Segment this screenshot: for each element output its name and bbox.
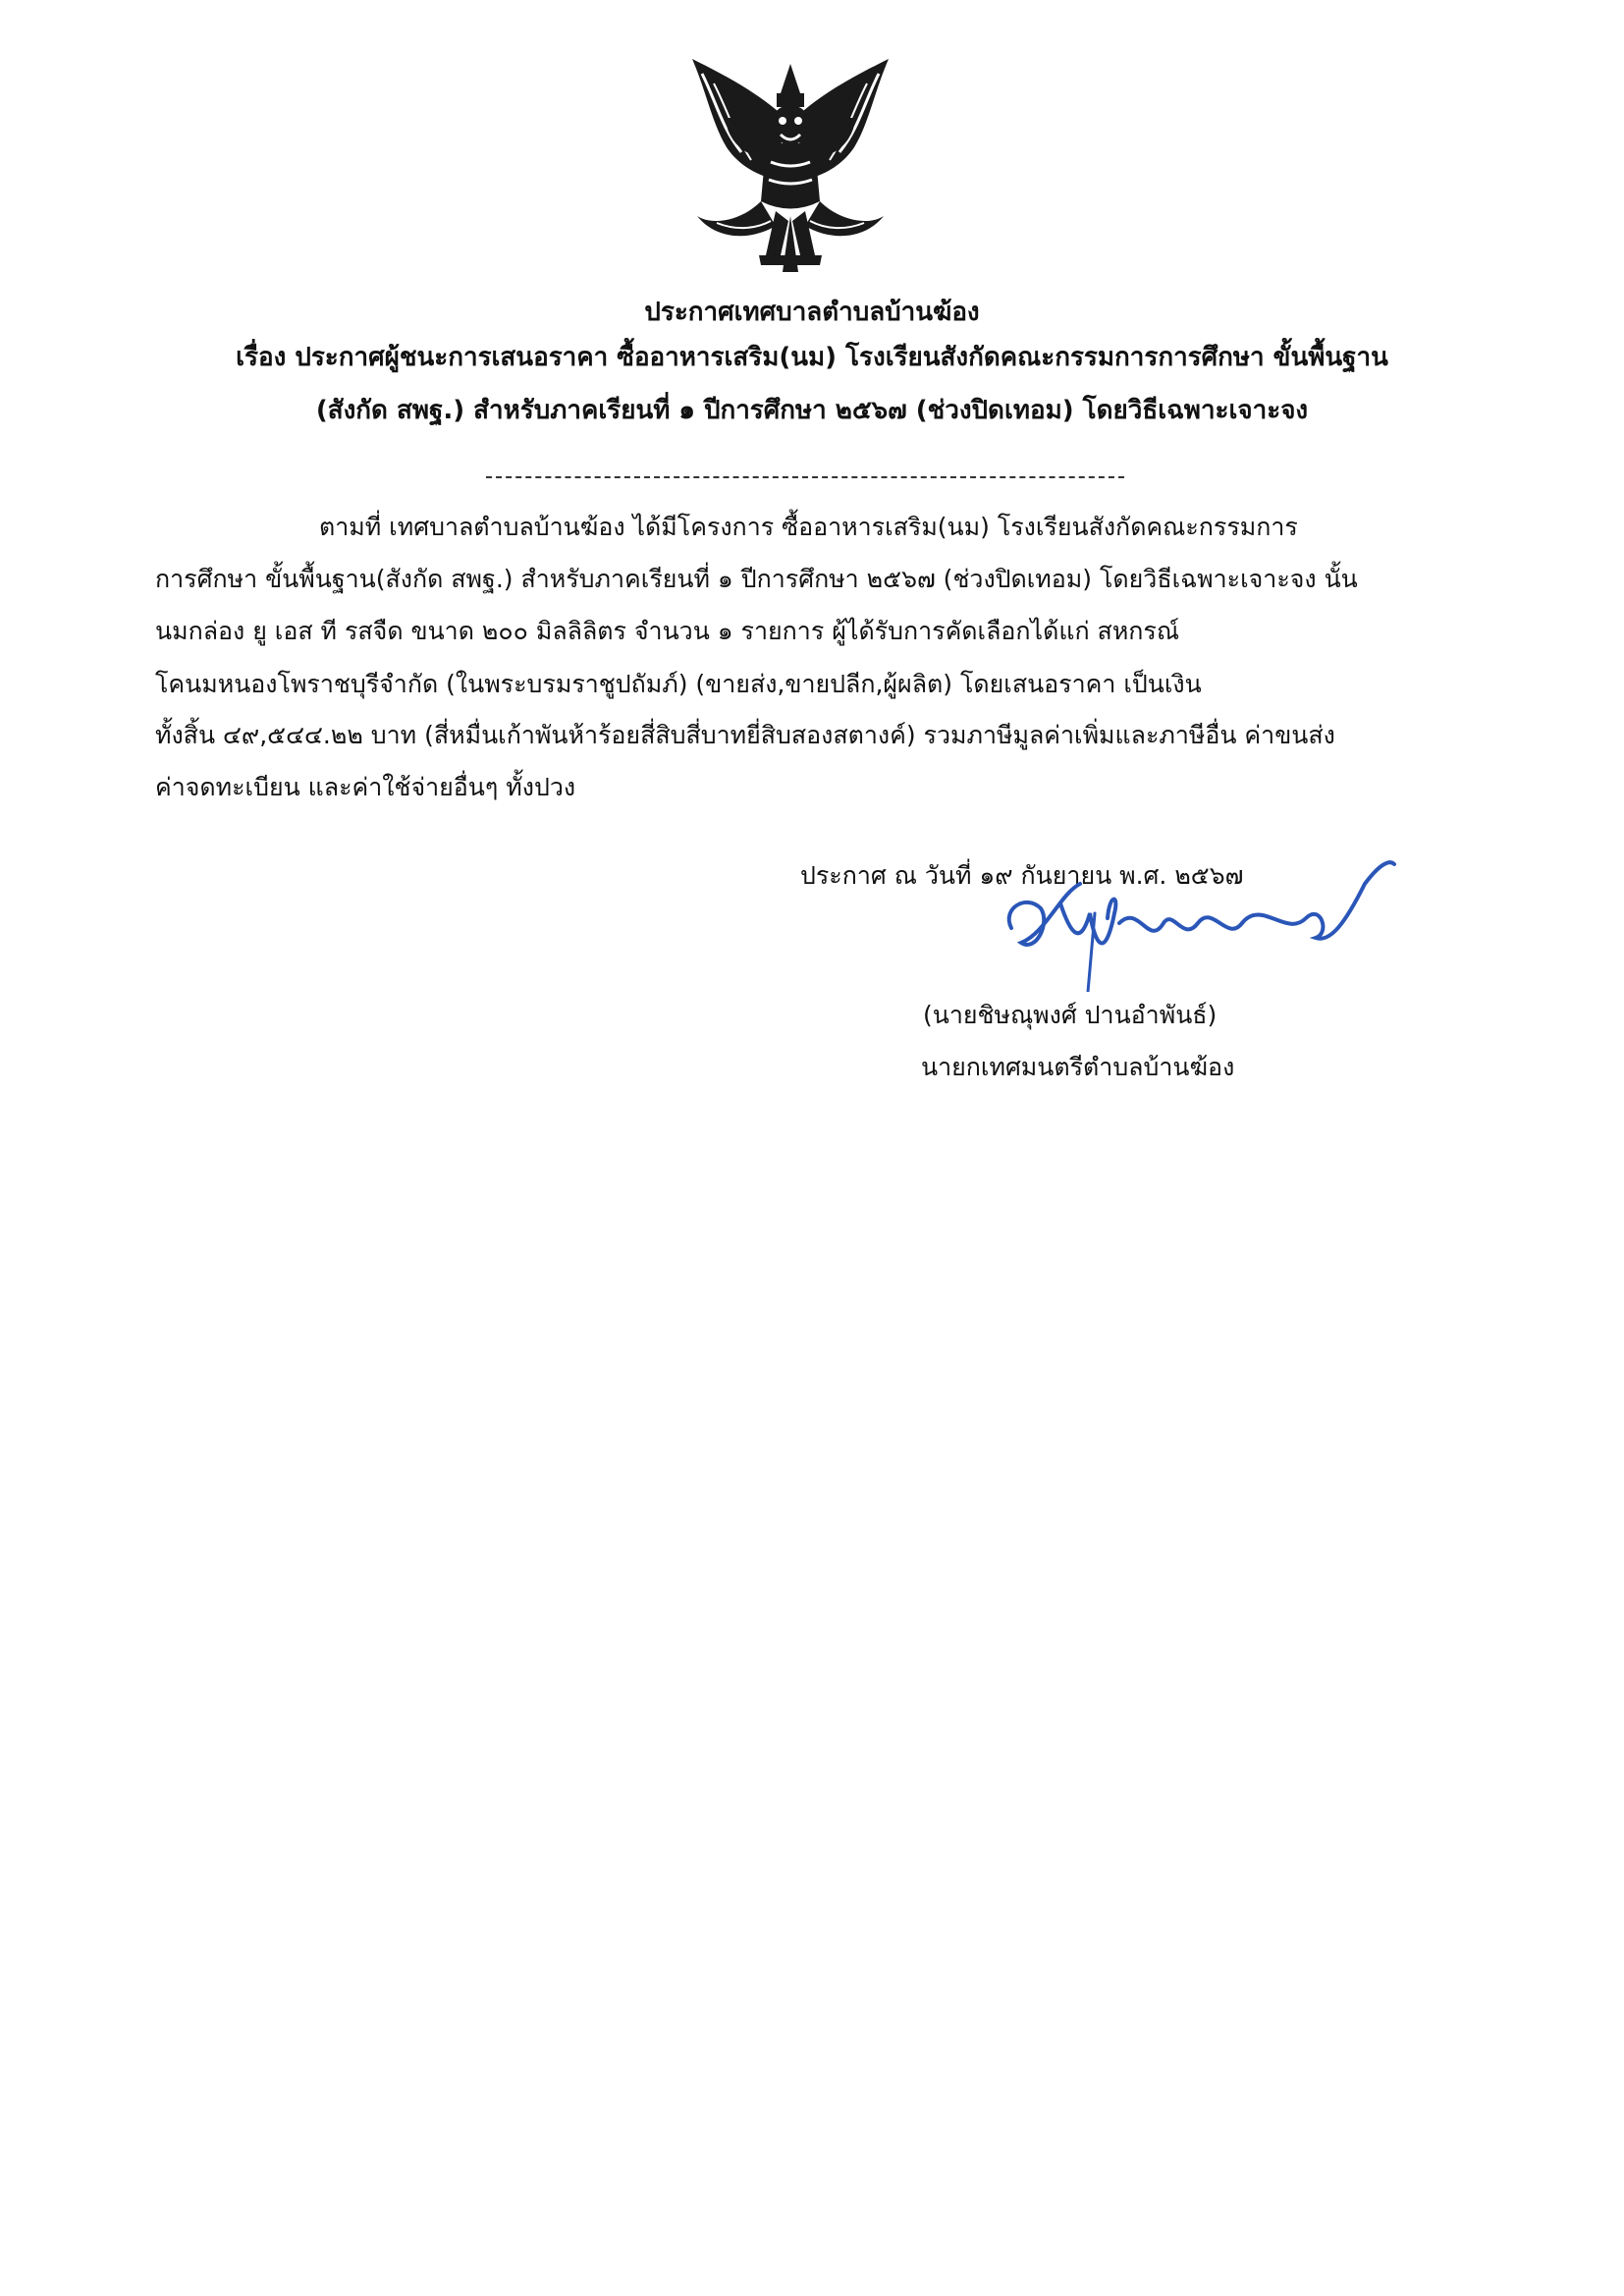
separator-line	[486, 476, 1124, 478]
body-line: การศึกษา ขั้นพื้นฐาน(สังกัด สพฐ.) สำหรับภาคเรียนที่ ๑ ปีการศึกษา ๒๕๖๗ (ช่วงปิดเทอม) โดยวิธีเฉพาะเจาะจง นั้น	[155, 565, 1358, 593]
garuda-emblem-icon	[673, 54, 908, 290]
body-line: ทั้งสิ้น ๔๙,๕๔๔.๒๒ บาท (สี่หมื่นเก้าพันห้าร้อยสี่สิบสี่บาทยี่สิบสองสตางค์) รวมภาษีมูลค่าเพิ่มและภาษีอื่น ค่าขนส่ง	[155, 721, 1335, 749]
document-subject: เรื่อง ประกาศผู้ชนะการเสนอราคา ซื้ออาหารเสริม(นม) โรงเรียนสังกัดคณะกรรมการการศึกษา ขั้นพื้นฐาน	[236, 343, 1388, 372]
signer-name: (นายชิษณุพงศ์ ปานอำพันธ์)	[923, 1001, 1218, 1029]
body-line: โคนมหนองโพราชบุรีจำกัด (ในพระบรมราชูปถัมภ์) (ขายส่ง,ขายปลีก,ผู้ผลิต) โดยเสนอราคา เป็นเงิน	[155, 670, 1202, 698]
document-heading: ประกาศเทศบาลตำบลบ้านฆ้อง	[644, 298, 980, 327]
body-line: ค่าจดทะเบียน และค่าใช้จ่ายอื่นๆ ทั้งปวง	[155, 773, 576, 801]
announcement-date: ประกาศ ณ วันที่ ๑๙ กันยายน พ.ศ. ๒๕๖๗	[800, 861, 1244, 890]
document-subject-continued: (สังกัด สพฐ.) สำหรับภาคเรียนที่ ๑ ปีการศึกษา ๒๕๖๗ (ช่วงปิดเทอม) โดยวิธีเฉพาะเจาะจง	[315, 396, 1309, 425]
body-line: นมกล่อง ยู เอส ที รสจืด ขนาด ๒๐๐ มิลลิลิตร จำนวน ๑ รายการ ผู้ได้รับการคัดเลือกได้แก่ สหกรณ์	[155, 617, 1180, 645]
body-line: ตามที่ เทศบาลตำบลบ้านฆ้อง ได้มีโครงการ ซื้ออาหารเสริม(นม) โรงเรียนสังกัดคณะกรรมการ	[319, 513, 1298, 541]
signer-position: นายกเทศมนตรีตำบลบ้านฆ้อง	[921, 1053, 1235, 1081]
handwritten-signature	[992, 854, 1404, 992]
